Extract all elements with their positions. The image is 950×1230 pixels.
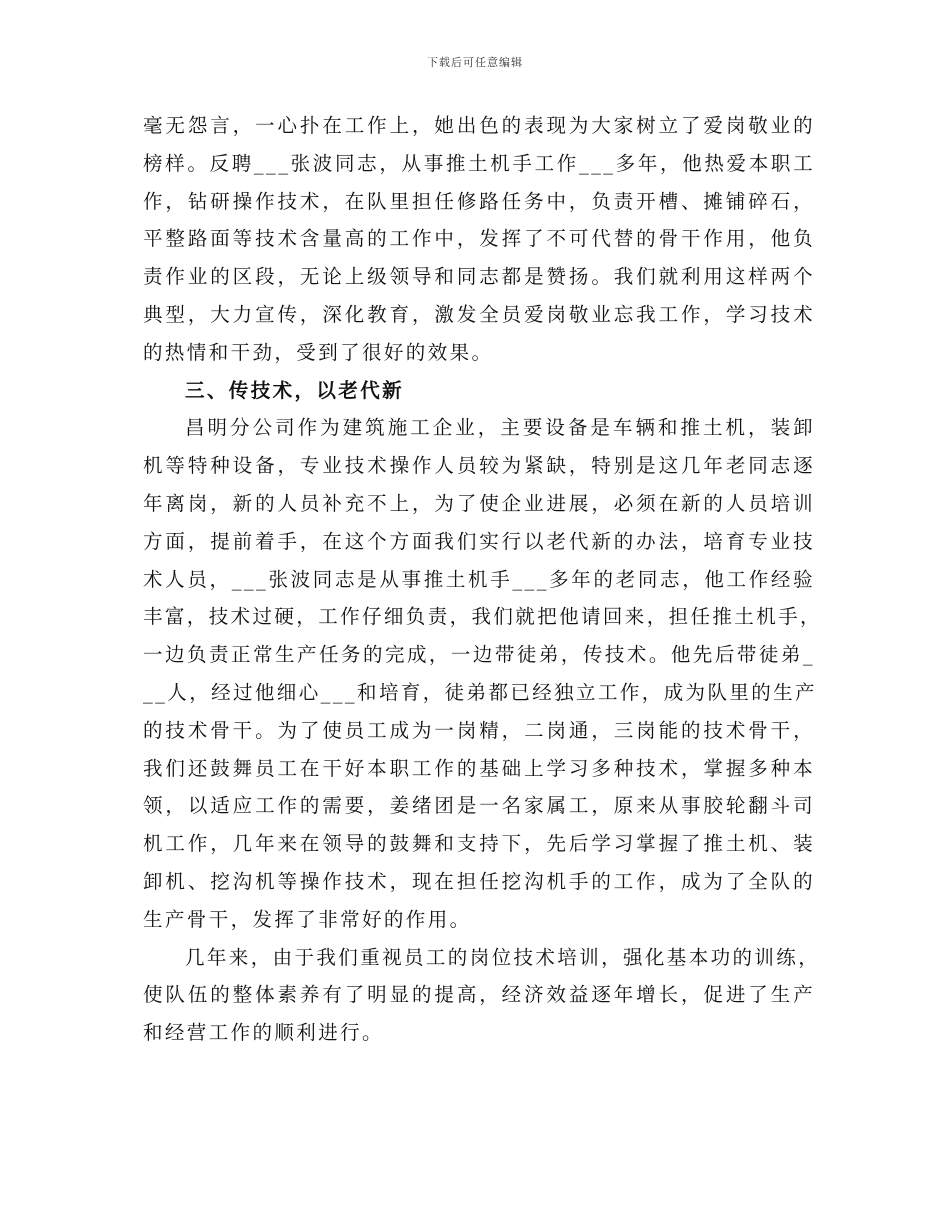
paragraph-line: 的热情和干劲，受到了很好的效果。 <box>143 340 494 364</box>
document-body <box>143 107 822 1052</box>
paragraph-line: 和经营工作的顺利进行。 <box>143 1021 384 1045</box>
paragraph-line: 卸机、挖沟机等操作技术，现在担任挖沟机手的工作，成为了全队的 <box>143 869 815 893</box>
paragraph-line: 方面，提前着手，在这个方面我们实行以老代新的办法，培育专业技 <box>143 529 815 553</box>
section-heading: 三、传技术，以老代新 <box>185 378 405 402</box>
paragraph-line: 昌明分公司作为建筑施工企业，主要设备是车辆和推土机，装卸 <box>185 416 815 440</box>
paragraph-line: 机等特种设备，专业技术操作人员较为紧缺，特别是这几年老同志逐 <box>143 454 815 478</box>
paragraph-line: 一边负责正常生产任务的完成，一边带徒弟，传技术。他先后带徒弟_ <box>143 643 815 667</box>
paragraph-line: 生产骨干，发挥了非常好的作用。 <box>143 907 472 931</box>
paragraph-line: 毫无怨言，一心扑在工作上，她出色的表现为大家树立了爱岗敬业的 <box>143 114 815 137</box>
paragraph-line: __人，经过他细心___和培育，徒弟都已经独立工作，成为队里的生产 <box>143 680 817 704</box>
paragraph-line: 领，以适应工作的需要，姜绪团是一名家属工，原来从事胶轮翻斗司 <box>143 794 815 818</box>
paragraph-line: 丰富，技术过硬，工作仔细负责，我们就把他请回来，担任推土机手， <box>143 605 822 629</box>
paragraph-line: 责作业的区段，无论上级领导和同志都是赞扬。我们就利用这样两个 <box>143 265 815 289</box>
paragraph-line: 榜样。反聘___张波同志，从事推土机手工作___多年，他热爱本职工 <box>143 151 815 175</box>
page-header: 下载后可任意编辑 <box>427 56 523 69</box>
paragraph-line: 使队伍的整体素养有了明显的提高，经济效益逐年增长，促进了生产 <box>143 983 815 1007</box>
paragraph-line: 平整路面等技术含量高的工作中，发挥了不可代替的骨干作用，他负 <box>143 227 815 251</box>
paragraph-line: 机工作，几年来在领导的鼓舞和支持下，先后学习掌握了推土机、装 <box>143 832 815 856</box>
paragraph-line: 年离岗，新的人员补充不上，为了使企业进展，必须在新的人员培训 <box>143 491 815 515</box>
paragraph-line: 作，钻研操作技术，在队里担任修路任务中，负责开槽、摊铺碎石， <box>143 189 815 213</box>
paragraph-line: 的技术骨干。为了使员工成为一岗精，二岗通，三岗能的技术骨干， <box>143 718 815 742</box>
paragraph-line: 术人员，___张波同志是从事推土机手___多年的老同志，他工作经验 <box>143 567 815 591</box>
paragraph-line: 我们还鼓舞员工在干好本职工作的基础上学习多种技术，掌握多种本 <box>143 756 815 780</box>
paragraph-line: 典型，大力宣传，深化教育，激发全员爱岗敬业忘我工作，学习技术 <box>143 302 815 326</box>
paragraph-line: 几年来，由于我们重视员工的岗位技术培训，强化基本功的训练， <box>185 945 821 969</box>
